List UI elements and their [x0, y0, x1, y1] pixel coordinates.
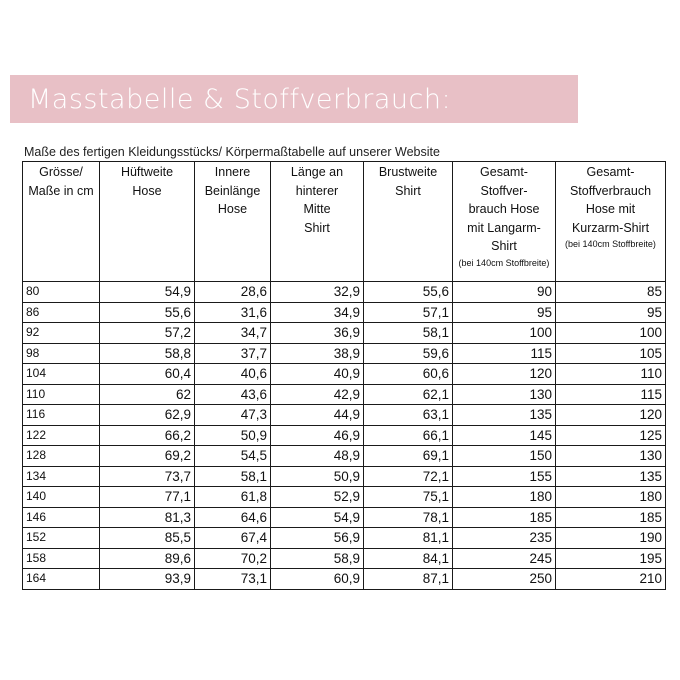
value-cell: 73,1	[195, 569, 271, 590]
size-cell: 152	[23, 528, 100, 549]
value-cell: 180	[556, 487, 666, 508]
value-cell: 59,6	[364, 343, 453, 364]
value-cell: 55,6	[100, 302, 195, 323]
value-cell: 58,1	[195, 466, 271, 487]
size-cell: 92	[23, 323, 100, 344]
column-header-line: Shirt	[304, 220, 330, 235]
size-cell: 164	[23, 569, 100, 590]
size-cell: 158	[23, 548, 100, 569]
value-cell: 115	[453, 343, 556, 364]
value-cell: 84,1	[364, 548, 453, 569]
value-cell: 69,2	[100, 446, 195, 467]
value-cell: 61,8	[195, 487, 271, 508]
column-header-note: (bei 140cm Stoffbreite)	[565, 239, 656, 249]
value-cell: 155	[453, 466, 556, 487]
column-header-line: Kurzarm-Shirt	[571, 220, 650, 235]
value-cell: 93,9	[100, 569, 195, 590]
size-cell: 122	[23, 425, 100, 446]
value-cell: 190	[556, 528, 666, 549]
column-header	[23, 162, 100, 282]
value-cell: 34,7	[195, 323, 271, 344]
table-row	[23, 425, 666, 446]
table-row	[23, 487, 666, 508]
value-cell: 89,6	[100, 548, 195, 569]
value-cell: 250	[453, 569, 556, 590]
value-cell: 62,9	[100, 405, 195, 426]
table-caption: Maße des fertigen Kleidungsstücks/ Körpermaßtabelle auf unserer Website	[24, 145, 440, 159]
value-cell: 40,9	[271, 364, 364, 385]
value-cell: 100	[556, 323, 666, 344]
value-cell: 245	[453, 548, 556, 569]
table-row	[23, 569, 666, 590]
column-header-line: Hüftweite	[120, 165, 174, 179]
table-row	[23, 343, 666, 364]
value-cell: 57,2	[100, 323, 195, 344]
value-cell: 32,9	[271, 282, 364, 303]
value-cell: 34,9	[271, 302, 364, 323]
column-header-line: Shirt	[491, 239, 517, 253]
size-cell: 134	[23, 466, 100, 487]
table-row	[23, 282, 666, 303]
column-header-line: Beinlänge	[204, 183, 261, 198]
size-cell: 104	[23, 364, 100, 385]
size-cell: 116	[23, 405, 100, 426]
table-row	[23, 507, 666, 528]
value-cell: 48,9	[271, 446, 364, 467]
value-cell: 110	[556, 364, 666, 385]
value-cell: 67,4	[195, 528, 271, 549]
value-cell: 60,4	[100, 364, 195, 385]
table-row	[23, 364, 666, 385]
value-cell: 58,1	[364, 323, 453, 344]
size-cell: 110	[23, 384, 100, 405]
value-cell: 185	[556, 507, 666, 528]
value-cell: 56,9	[271, 528, 364, 549]
value-cell: 185	[453, 507, 556, 528]
table-row	[23, 528, 666, 549]
value-cell: 38,9	[271, 343, 364, 364]
column-header	[364, 162, 453, 282]
value-cell: 210	[556, 569, 666, 590]
column-header	[556, 162, 666, 282]
column-header-line: Hose	[132, 183, 162, 198]
value-cell: 77,1	[100, 487, 195, 508]
column-header-line: Gesamt-	[480, 165, 528, 179]
table-row	[23, 323, 666, 344]
column-header-line: Brustweite	[378, 165, 438, 179]
value-cell: 36,9	[271, 323, 364, 344]
column-header	[453, 162, 556, 282]
column-header-line: Shirt	[395, 183, 421, 198]
page-title: Masstabelle & Stoffverbrauch:	[28, 83, 452, 115]
value-cell: 60,6	[364, 364, 453, 385]
value-cell: 95	[453, 302, 556, 323]
column-header-line: Gesamt-	[586, 165, 635, 179]
value-cell: 43,6	[195, 384, 271, 405]
value-cell: 150	[453, 446, 556, 467]
value-cell: 54,9	[271, 507, 364, 528]
value-cell: 180	[453, 487, 556, 508]
column-header-line: Stoffverbrauch	[569, 183, 652, 198]
value-cell: 55,6	[364, 282, 453, 303]
value-cell: 130	[453, 384, 556, 405]
value-cell: 69,1	[364, 446, 453, 467]
value-cell: 54,5	[195, 446, 271, 467]
value-cell: 66,1	[364, 425, 453, 446]
value-cell: 46,9	[271, 425, 364, 446]
column-header-line: Mitte	[303, 202, 331, 216]
size-cell: 98	[23, 343, 100, 364]
value-cell: 63,1	[364, 405, 453, 426]
column-header-line: Grösse/	[39, 165, 83, 179]
size-cell: 146	[23, 507, 100, 528]
value-cell: 125	[556, 425, 666, 446]
size-cell: 140	[23, 487, 100, 508]
value-cell: 60,9	[271, 569, 364, 590]
value-cell: 120	[453, 364, 556, 385]
value-cell: 28,6	[195, 282, 271, 303]
value-cell: 85,5	[100, 528, 195, 549]
table-header-row	[23, 162, 666, 282]
value-cell: 70,2	[195, 548, 271, 569]
table-row	[23, 384, 666, 405]
column-header-line: Maße in cm	[28, 183, 94, 198]
size-cell: 128	[23, 446, 100, 467]
column-header-note: (bei 140cm Stoffbreite)	[458, 257, 550, 268]
column-header-line: mit Langarm-	[467, 220, 541, 235]
value-cell: 64,6	[195, 507, 271, 528]
value-cell: 44,9	[271, 405, 364, 426]
column-header	[100, 162, 195, 282]
value-cell: 62,1	[364, 384, 453, 405]
value-cell: 54,9	[100, 282, 195, 303]
column-header	[271, 162, 364, 282]
value-cell: 37,7	[195, 343, 271, 364]
value-cell: 105	[556, 343, 666, 364]
value-cell: 50,9	[271, 466, 364, 487]
table-row	[23, 466, 666, 487]
column-header-line: brauch Hose	[468, 202, 540, 216]
value-cell: 47,3	[195, 405, 271, 426]
value-cell: 87,1	[364, 569, 453, 590]
value-cell: 58,8	[100, 343, 195, 364]
column-header-line: Hose	[217, 202, 248, 216]
size-cell: 80	[23, 282, 100, 303]
column-header	[195, 162, 271, 282]
value-cell: 235	[453, 528, 556, 549]
value-cell: 57,1	[364, 302, 453, 323]
value-cell: 95	[556, 302, 666, 323]
column-header-line: Stoffver-	[480, 183, 528, 198]
value-cell: 62	[100, 384, 195, 405]
size-table	[22, 161, 666, 590]
value-cell: 135	[453, 405, 556, 426]
value-cell: 40,6	[195, 364, 271, 385]
table-row	[23, 548, 666, 569]
table-row	[23, 405, 666, 426]
value-cell: 58,9	[271, 548, 364, 569]
value-cell: 73,7	[100, 466, 195, 487]
value-cell: 50,9	[195, 425, 271, 446]
value-cell: 75,1	[364, 487, 453, 508]
value-cell: 85	[556, 282, 666, 303]
column-header-line: hinterer	[295, 183, 339, 198]
column-header-line: Länge an	[290, 165, 344, 179]
table-row	[23, 302, 666, 323]
table-row	[23, 446, 666, 467]
value-cell: 42,9	[271, 384, 364, 405]
value-cell: 195	[556, 548, 666, 569]
value-cell: 66,2	[100, 425, 195, 446]
value-cell: 115	[556, 384, 666, 405]
value-cell: 72,1	[364, 466, 453, 487]
value-cell: 135	[556, 466, 666, 487]
title-banner	[10, 75, 578, 123]
value-cell: 130	[556, 446, 666, 467]
value-cell: 90	[453, 282, 556, 303]
table-body	[23, 282, 666, 590]
value-cell: 81,3	[100, 507, 195, 528]
value-cell: 145	[453, 425, 556, 446]
value-cell: 120	[556, 405, 666, 426]
size-cell: 86	[23, 302, 100, 323]
value-cell: 31,6	[195, 302, 271, 323]
value-cell: 100	[453, 323, 556, 344]
value-cell: 52,9	[271, 487, 364, 508]
column-header-line: Hose mit	[585, 202, 636, 216]
value-cell: 78,1	[364, 507, 453, 528]
column-header-line: Innere	[214, 165, 251, 179]
value-cell: 81,1	[364, 528, 453, 549]
